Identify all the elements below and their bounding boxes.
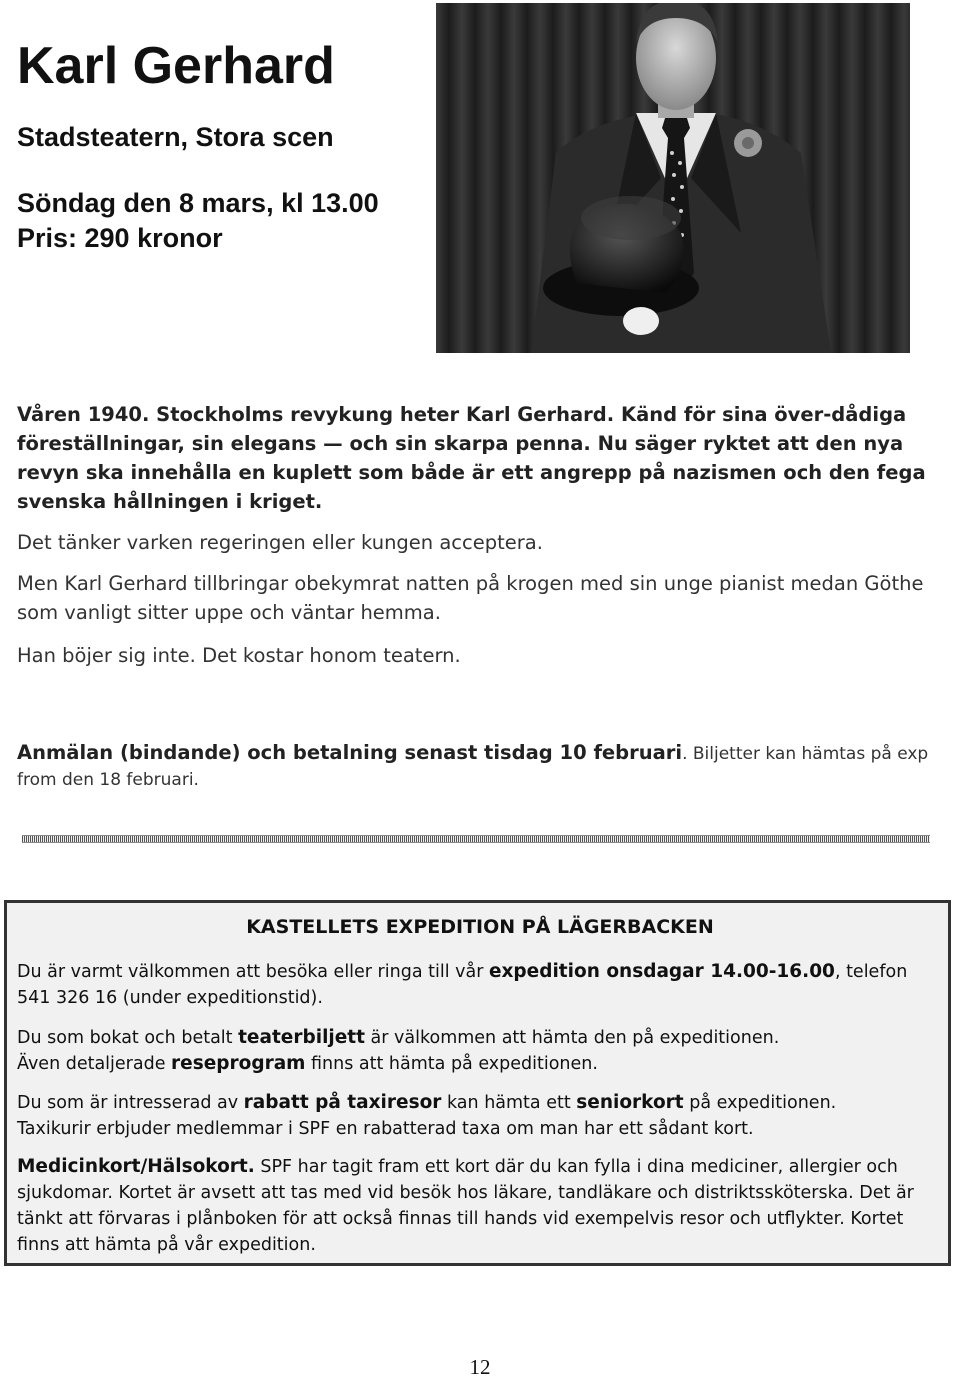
divider [22, 835, 930, 843]
article-paragraph: Men Karl Gerhard tillbringar obekymrat natten på krogen med sin unge pianist medan Göthe som vanligt sitter uppe och väntar hemma. [17, 572, 924, 624]
taxi-discount-info: Du som är intresserad av rabatt på taxiresor kan hämta ett seniorkort på expeditionen. Taxikurir erbjuder medlemmar i SPF en rabatterad taxa om man har ett sådant kort. [17, 1092, 837, 1139]
expedition-hours: Du är varmt välkommen att besöka eller ringa till vår expedition onsdagar 14.00-16.00, telefon 541 326 16 (under expeditionstid). [17, 961, 908, 1008]
page-number: 12 [469, 1355, 491, 1379]
event-date: Söndag den 8 mars, kl 13.00 [17, 188, 379, 218]
page-title: Karl Gerhard [17, 37, 335, 95]
portrait-photo [436, 3, 910, 353]
registration-notice [17, 740, 937, 793]
article-lead: Våren 1940. Stockholms revykung heter Karl Gerhard. Känd för sina över-dådiga föreställningar, sin elegans — och sin skarpa penna. Nu säger ryktet att den nya revyn ska innehålla en kuplett som både är ett angrepp på nazismen och den fega svenska hållningen i kriget. [17, 403, 926, 513]
venue-line: Stadsteatern, Stora scen [17, 122, 334, 152]
registration-deadline: Anmälan (bindande) och betalning senast tisdag 10 februari [17, 741, 683, 764]
ticket-info: Du som bokat och betalt teaterbiljett är välkommen att hämta den på expeditionen. Även detaljerade reseprogram finns att hämta på expeditionen. [17, 1027, 780, 1074]
event-price: Pris: 290 kronor [17, 223, 223, 253]
ticket-pickup-note: . Biljetter kan hämtas på exp from den 18 februari. [17, 744, 929, 790]
article-paragraph: Det tänker varken regeringen eller kungen acceptera. [17, 531, 543, 554]
health-card-info: Medicinkort/Hälsokort. SPF har tagit fram ett kort där du kan fylla i dina mediciner, allergier och sjukdomar. Kortet är avsett att tas med vid besök hos läkare, tandläkare och distriktssköterska. Det är tänkt att förvaras i plånboken för att också finnas till hands vid exempelvis resor och utflykter. Kortet finns att hämta på vår expedition. [17, 1156, 914, 1255]
article-paragraph: Han böjer sig inte. Det kostar honom teatern. [17, 644, 461, 667]
portrait-illustration [436, 3, 910, 353]
expedition-title: KASTELLETS EXPEDITION PÅ LÄGERBACKEN [246, 916, 714, 938]
